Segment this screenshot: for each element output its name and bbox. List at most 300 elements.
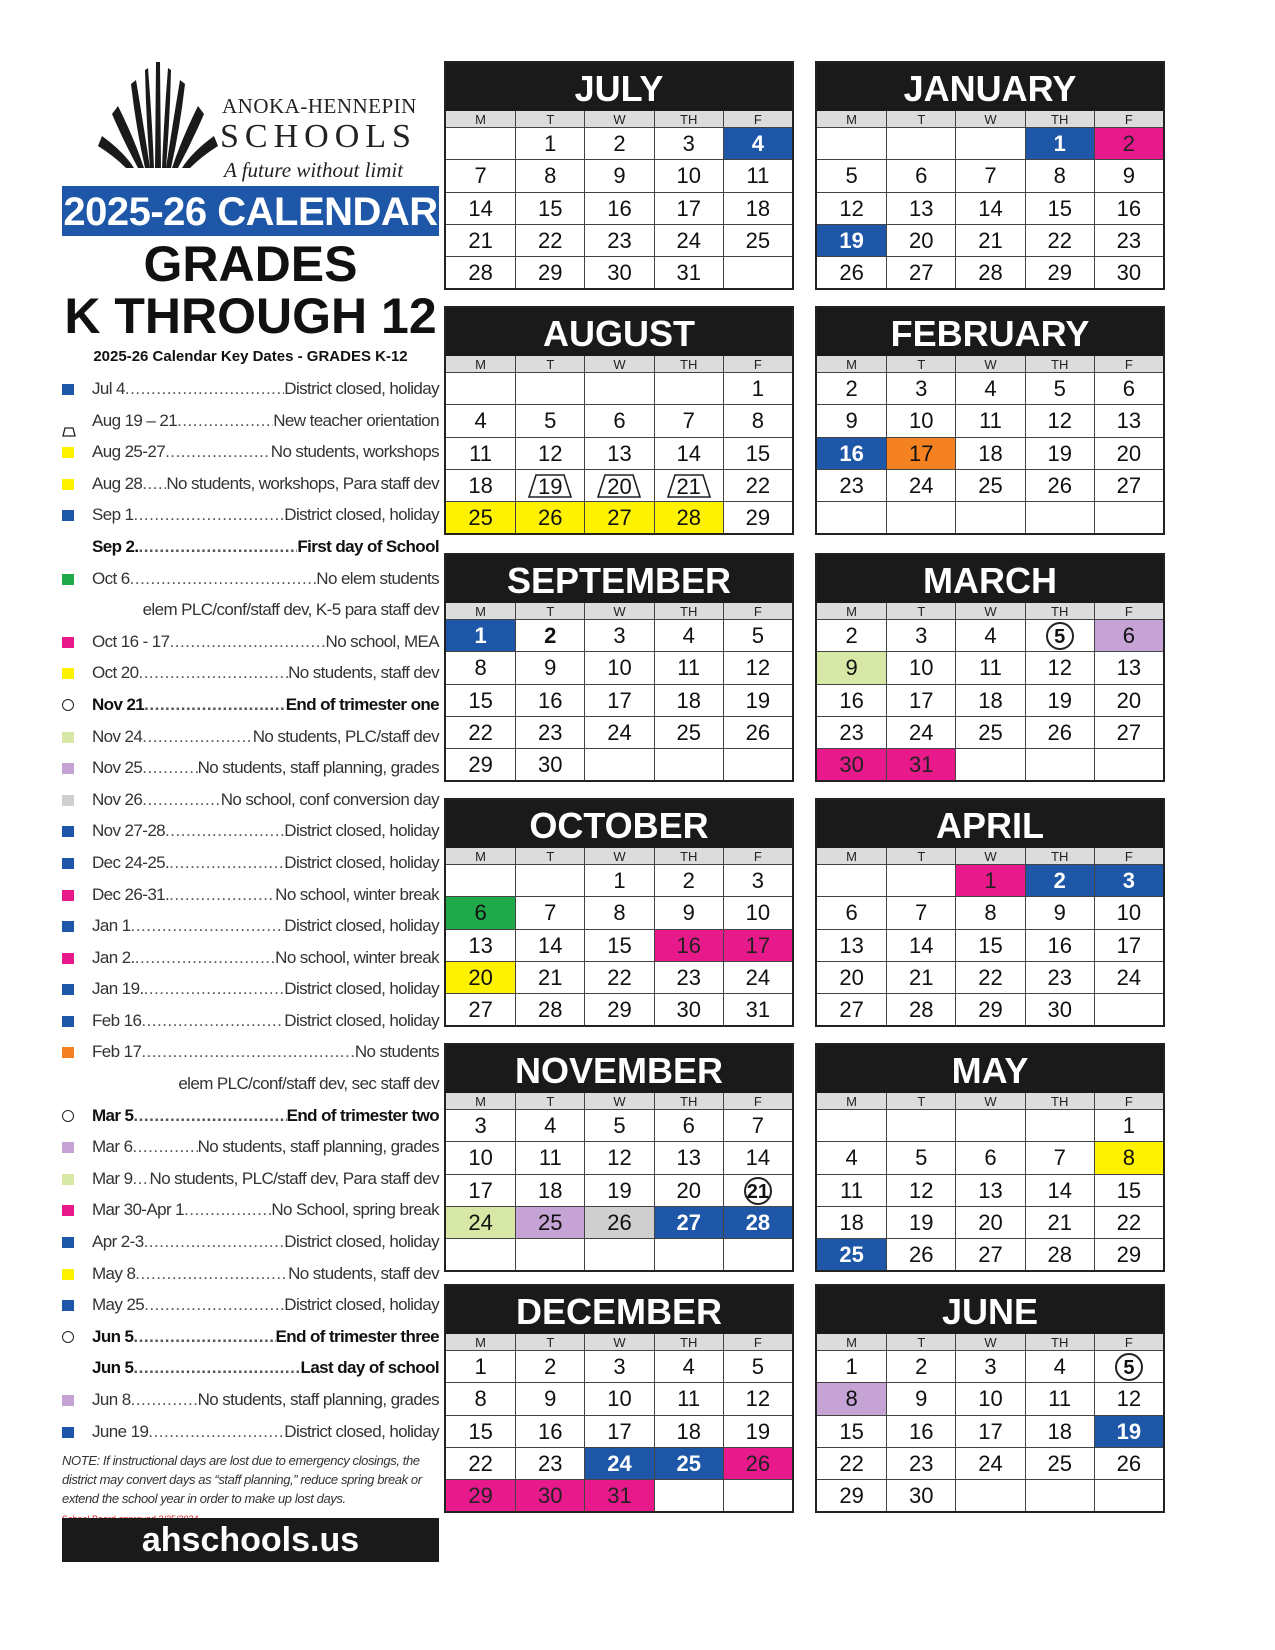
weekday-label: M (475, 849, 487, 864)
weekday-label: TH (654, 356, 723, 373)
day-cell (723, 1109, 792, 1141)
key-date-description: No School, spring break (271, 1200, 439, 1220)
key-date-description: elem PLC/conf/staff dev, K-5 para staff dev (142, 600, 439, 620)
weekday-label: F (1094, 356, 1163, 373)
weekday-label: M (846, 1094, 858, 1109)
day-number: 9 (1122, 163, 1136, 189)
day-cell (1094, 1350, 1163, 1382)
color-swatch (62, 1427, 74, 1438)
key-date-description: No students, staff dev (288, 663, 439, 683)
day-number: 16 (839, 687, 864, 713)
day-number: 22 (1047, 227, 1072, 253)
key-date-item (62, 531, 439, 563)
day-number: 15 (1047, 195, 1072, 221)
color-swatch (62, 1395, 74, 1406)
day-number: 22 (839, 1450, 864, 1476)
month-december (444, 1284, 794, 1513)
day-cell (446, 1479, 515, 1511)
day-number: 3 (1122, 868, 1136, 893)
color-swatch (62, 1142, 74, 1153)
day-cell (515, 192, 584, 224)
day-cell (584, 864, 653, 896)
empty-day-cell (584, 1238, 653, 1270)
color-swatch (62, 510, 74, 521)
day-number: 11 (677, 1386, 701, 1412)
day-number: 26 (909, 1242, 934, 1268)
day-cell (886, 1174, 955, 1206)
day-cell (955, 192, 1024, 224)
key-date-item (62, 879, 439, 911)
day-number: 19 (909, 1209, 934, 1235)
weekday-label: T (886, 356, 955, 373)
weekday-label: F (723, 111, 792, 128)
empty-day-cell (886, 501, 955, 533)
day-cell (515, 1350, 584, 1382)
day-cell (886, 716, 955, 748)
day-number: 23 (538, 1450, 563, 1476)
weekday-label: W (584, 1334, 653, 1351)
day-number: 19 (607, 1177, 632, 1203)
day-number: 27 (909, 260, 934, 286)
color-swatch (62, 921, 74, 932)
day-cell (723, 1206, 792, 1238)
color-swatch (62, 1016, 74, 1027)
day-cell (446, 896, 515, 928)
day-cell (584, 501, 653, 533)
day-cell (1094, 404, 1163, 436)
day-number: 7 (474, 163, 487, 189)
weekday-label: T (515, 603, 584, 620)
grades-title-line-2: K THROUGH 12 (64, 288, 437, 344)
day-cell (886, 256, 955, 288)
day-number: 22 (538, 227, 563, 253)
day-number: 9 (845, 408, 858, 434)
day-number: 9 (544, 1386, 557, 1412)
day-cell (1025, 1141, 1094, 1173)
empty-day-cell (654, 1479, 723, 1511)
key-date-description: No students, staff planning, grades (197, 758, 439, 778)
day-cell (886, 1415, 955, 1447)
day-number: 8 (474, 655, 487, 681)
key-date-row (92, 1226, 439, 1258)
month-title: FEBRUARY (817, 308, 1163, 356)
weekday-label: M (846, 357, 858, 372)
day-number: 9 (1053, 900, 1066, 926)
day-cell (955, 224, 1024, 256)
day-cell (886, 684, 955, 716)
day-number: 11 (746, 163, 770, 189)
day-number: 11 (1048, 1386, 1072, 1412)
day-cell (723, 1447, 792, 1479)
color-swatch (62, 479, 74, 490)
day-number: 3 (915, 623, 928, 648)
weekday-label: TH (654, 111, 723, 128)
day-cell (1094, 1447, 1163, 1479)
empty-day-cell (955, 127, 1024, 159)
day-cell (654, 1206, 723, 1238)
logo-mark-icon (98, 58, 218, 178)
day-cell (955, 256, 1024, 288)
leader-dots (144, 689, 286, 721)
leader-dots (133, 1100, 286, 1132)
day-number: 6 (1122, 623, 1136, 648)
day-number: 5 (544, 408, 557, 434)
day-number: 18 (745, 195, 771, 221)
day-cell (1094, 684, 1163, 716)
day-cell (1094, 1141, 1163, 1173)
key-date-description: End of trimester three (275, 1326, 439, 1346)
month-title: DECEMBER (446, 1286, 792, 1334)
key-date-item (62, 1036, 439, 1068)
day-cell (817, 684, 886, 716)
weekday-header (446, 356, 792, 372)
weekday-label: M (846, 849, 858, 864)
day-cell (886, 993, 955, 1025)
key-date-row (92, 752, 439, 784)
weekday-label: M (475, 112, 487, 127)
weekday-label: W (584, 111, 653, 128)
day-number: 30 (676, 997, 701, 1023)
day-cell (1094, 372, 1163, 404)
day-number: 25 (1047, 1450, 1072, 1476)
empty-day-cell (723, 1238, 792, 1270)
day-number: 28 (909, 997, 934, 1023)
key-date-item (62, 563, 439, 595)
day-number: 31 (676, 260, 701, 286)
day-cell (1094, 159, 1163, 191)
color-swatch (62, 984, 74, 995)
day-cell (1025, 127, 1094, 159)
day-cell (446, 1109, 515, 1141)
orientation-trapezoid-icon (527, 473, 573, 499)
day-cell (723, 1141, 792, 1173)
day-number: 30 (1047, 997, 1072, 1023)
day-cell (817, 1479, 886, 1511)
day-number: 30 (909, 1483, 934, 1509)
day-cell (955, 1350, 1024, 1382)
day-cell (515, 993, 584, 1025)
day-number: 29 (978, 997, 1003, 1023)
day-number: 18 (676, 687, 701, 713)
day-cell (955, 993, 1024, 1025)
day-cell (515, 651, 584, 683)
day-number: 26 (1047, 719, 1072, 745)
day-cell (955, 1447, 1024, 1479)
key-date-date: Mar 9 (92, 1168, 133, 1188)
key-date-item (62, 657, 439, 689)
day-cell (1025, 224, 1094, 256)
month-july (444, 61, 794, 290)
day-number: 22 (468, 1450, 493, 1476)
empty-day-cell (654, 1238, 723, 1270)
day-number: 29 (607, 997, 632, 1023)
day-number: 16 (1047, 932, 1072, 958)
day-number: 25 (676, 1450, 701, 1476)
day-grid (817, 1109, 1163, 1270)
leader-dots (130, 563, 317, 595)
key-date-item (62, 752, 439, 784)
day-cell (584, 437, 653, 469)
day-number: 15 (607, 932, 632, 958)
day-number: 2 (682, 868, 695, 893)
day-cell (817, 469, 886, 501)
day-cell (723, 961, 792, 993)
day-number: 2 (613, 131, 626, 156)
key-date-date: Apr 2-3 (92, 1232, 144, 1252)
day-cell (1094, 437, 1163, 469)
day-number: 18 (676, 1418, 701, 1444)
day-cell (654, 684, 723, 716)
key-date-date: May 8 (92, 1263, 136, 1283)
empty-day-cell (1025, 748, 1094, 780)
day-cell (723, 437, 792, 469)
day-number: 19 (1047, 687, 1072, 713)
day-grid (446, 127, 792, 288)
key-date-date: Feb 16 (92, 1010, 142, 1030)
weekday-label: T (886, 1334, 955, 1351)
key-date-row (92, 1036, 439, 1068)
day-number: 3 (613, 623, 626, 648)
key-date-description: Last day of school (300, 1358, 439, 1378)
empty-day-cell (446, 864, 515, 896)
day-number: 8 (845, 1386, 858, 1412)
day-number: 12 (1116, 1386, 1142, 1412)
day-cell (955, 1238, 1024, 1270)
leader-dots (165, 436, 271, 468)
day-cell (446, 716, 515, 748)
day-number: 2 (845, 376, 858, 401)
day-number: 21 (978, 227, 1003, 253)
weekday-label: T (515, 111, 584, 128)
day-cell (654, 896, 723, 928)
empty-day-cell (817, 864, 886, 896)
day-cell (723, 501, 792, 533)
weekday-label: TH (1025, 1093, 1094, 1110)
empty-day-cell (1025, 1479, 1094, 1511)
key-date-item (62, 1226, 439, 1258)
day-cell (584, 1382, 653, 1414)
day-cell (886, 748, 955, 780)
day-number: 15 (468, 687, 493, 713)
empty-day-cell (955, 748, 1024, 780)
day-number: 28 (676, 505, 701, 531)
day-number: 15 (1116, 1177, 1142, 1203)
key-date-row (92, 973, 439, 1005)
day-number: 23 (1116, 227, 1142, 253)
key-date-description: No school, MEA (325, 631, 439, 651)
day-cell (446, 1206, 515, 1238)
key-date-row (92, 468, 439, 500)
key-date-row (92, 563, 439, 595)
day-number: 9 (682, 900, 695, 926)
weekday-label: W (955, 1334, 1024, 1351)
month-january (815, 61, 1165, 290)
weekday-header (446, 603, 792, 619)
empty-day-cell (446, 372, 515, 404)
day-number: 8 (1122, 1145, 1136, 1171)
day-number: 18 (1047, 1418, 1072, 1444)
trimester-circle-icon (62, 1331, 74, 1343)
day-cell (1094, 1415, 1163, 1447)
trimester-circle-icon (62, 1110, 74, 1122)
key-date-item (62, 1068, 439, 1100)
logo-line-2: SCHOOLS (220, 118, 417, 155)
day-cell (515, 961, 584, 993)
day-number: 4 (544, 1113, 557, 1138)
key-date-description: No school, conf conversion day (220, 789, 439, 809)
weekday-label: TH (1025, 1334, 1094, 1351)
day-cell (515, 1206, 584, 1238)
day-number: 4 (1053, 1354, 1066, 1379)
day-cell (955, 651, 1024, 683)
day-grid (446, 1109, 792, 1270)
empty-day-cell (654, 372, 723, 404)
day-cell (886, 1141, 955, 1173)
day-cell (817, 404, 886, 436)
empty-day-cell (515, 372, 584, 404)
day-cell (515, 501, 584, 533)
day-number: 15 (745, 440, 771, 466)
key-date-item (62, 910, 439, 942)
day-cell (654, 993, 723, 1025)
month-title: MARCH (817, 555, 1163, 603)
website-link[interactable]: ahschools.us (62, 1518, 439, 1562)
day-cell (1094, 619, 1163, 651)
day-number: 7 (751, 1113, 765, 1138)
day-number: 27 (468, 997, 493, 1023)
day-cell (654, 1109, 723, 1141)
key-date-date: Oct 20 (92, 663, 139, 683)
empty-day-cell (1025, 501, 1094, 533)
day-cell (584, 716, 653, 748)
day-number: 15 (839, 1418, 864, 1444)
key-date-row (92, 784, 439, 816)
empty-day-cell (584, 748, 653, 780)
day-number: 2 (544, 623, 557, 648)
day-cell (654, 929, 723, 961)
day-cell (584, 619, 653, 651)
day-cell (1094, 1206, 1163, 1238)
day-number: 31 (909, 752, 934, 778)
month-november (444, 1043, 794, 1272)
key-date-description: No elem students (316, 568, 439, 588)
day-cell (886, 404, 955, 436)
day-cell (446, 1415, 515, 1447)
day-number: 29 (745, 505, 771, 531)
day-cell (1025, 1415, 1094, 1447)
day-cell (654, 651, 723, 683)
key-date-row (92, 1068, 439, 1100)
empty-day-cell (886, 127, 955, 159)
key-dates-heading: 2025-26 Calendar Key Dates - GRADES K-12 (93, 348, 408, 365)
day-cell (654, 1415, 723, 1447)
day-cell (584, 1109, 653, 1141)
day-cell (1025, 192, 1094, 224)
emergency-closing-note: NOTE: If instructional days are lost due to emergency closings, the district may convert days as “staff planning,” reduce spring break or extend the school year in order to make up lost days. (62, 1453, 422, 1507)
day-cell (584, 1479, 653, 1511)
day-cell (886, 372, 955, 404)
day-number: 4 (682, 623, 695, 648)
day-number: 7 (915, 900, 928, 926)
key-date-description: No students (354, 1042, 439, 1062)
day-cell (1025, 961, 1094, 993)
key-date-row (92, 1352, 439, 1384)
weekday-label: TH (654, 848, 723, 865)
day-number: 20 (1116, 440, 1142, 466)
weekday-label: TH (1025, 603, 1094, 620)
leader-dots (144, 1226, 285, 1258)
day-number: 7 (682, 408, 695, 434)
weekday-label: M (475, 1094, 487, 1109)
leader-dots (135, 1258, 288, 1290)
day-number: 1 (751, 376, 765, 401)
key-date-item (62, 1005, 439, 1037)
key-date-date: Mar 30-Apr 1 (92, 1200, 185, 1220)
day-number: 6 (845, 900, 858, 926)
day-cell (817, 1206, 886, 1238)
key-date-date: Jan 2. (92, 947, 135, 967)
day-number: 3 (682, 131, 695, 156)
day-cell (654, 256, 723, 288)
day-number: 24 (978, 1450, 1003, 1476)
day-cell (1025, 1350, 1094, 1382)
day-number: 4 (682, 1354, 695, 1379)
weekday-label: T (515, 848, 584, 865)
day-number: 9 (915, 1386, 928, 1412)
day-number: 2 (544, 1354, 557, 1379)
day-cell (1094, 716, 1163, 748)
day-cell (886, 469, 955, 501)
day-cell (515, 1479, 584, 1511)
day-number: 26 (839, 260, 864, 286)
day-cell (515, 896, 584, 928)
day-number: 17 (909, 687, 934, 713)
empty-day-cell (1025, 1109, 1094, 1141)
day-cell (817, 748, 886, 780)
day-number: 17 (607, 1418, 632, 1444)
day-cell (1094, 651, 1163, 683)
key-date-item (62, 468, 439, 500)
day-cell (886, 619, 955, 651)
day-cell (584, 929, 653, 961)
day-number: 26 (745, 719, 771, 745)
color-swatch (62, 384, 74, 395)
day-number: 12 (745, 655, 771, 681)
empty-day-cell (654, 748, 723, 780)
day-number: 11 (469, 440, 493, 466)
day-cell (1025, 684, 1094, 716)
day-cell (817, 993, 886, 1025)
day-cell (1025, 864, 1094, 896)
key-date-row (92, 910, 439, 942)
key-date-item (62, 626, 439, 658)
day-cell (955, 929, 1024, 961)
day-number: 8 (751, 408, 765, 434)
day-number: 11 (979, 655, 1002, 681)
weekday-label: M (846, 604, 858, 619)
day-cell (446, 684, 515, 716)
day-number: 25 (839, 1242, 864, 1268)
day-cell (817, 256, 886, 288)
color-swatch (62, 1300, 74, 1311)
key-date-item (62, 1131, 439, 1163)
key-date-item (62, 499, 439, 531)
day-cell (886, 896, 955, 928)
day-cell (1094, 469, 1163, 501)
day-number: 3 (474, 1113, 487, 1138)
day-cell (817, 961, 886, 993)
day-number: 23 (607, 227, 632, 253)
